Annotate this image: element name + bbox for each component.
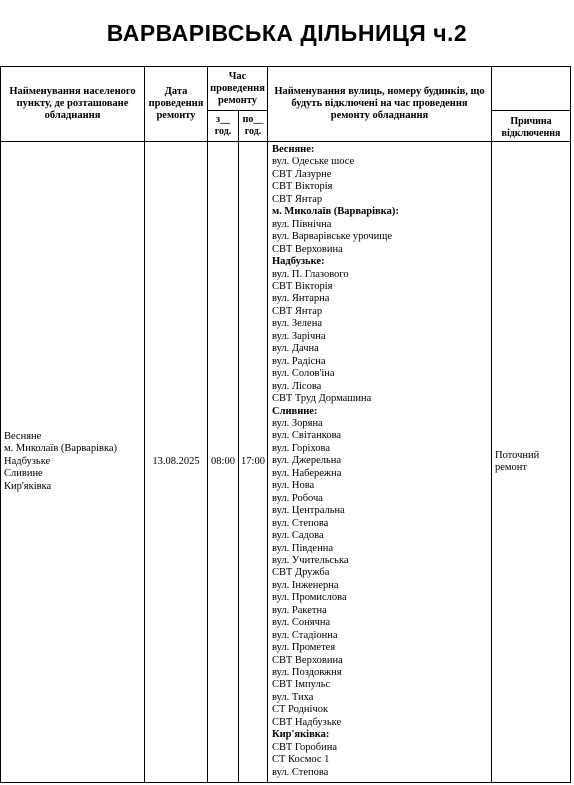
street-item: СВТ Янтар bbox=[272, 193, 323, 205]
street-group-heading: Надбузьке: bbox=[272, 256, 325, 268]
street-group-heading: м. Миколаїв (Варварівка): bbox=[272, 206, 399, 218]
street-item: вул. Набережна bbox=[272, 467, 342, 479]
header-date: Дата проведення ремонту bbox=[145, 67, 208, 142]
street-item: вул. Прометея bbox=[272, 642, 336, 654]
settlement-item: Кир'яківка bbox=[4, 480, 52, 492]
settlement-item: Весняне bbox=[4, 430, 42, 442]
street-item: вул. Радісна bbox=[272, 355, 326, 367]
street-item: вул. Промислова bbox=[272, 592, 347, 604]
street-item: вул. Солов'іна bbox=[272, 368, 335, 380]
street-item: вул. Інженерна bbox=[272, 579, 339, 591]
header-from: з__ год. bbox=[208, 111, 239, 142]
header-settlement: Найменування населеного пункту, де розташоване обладнання bbox=[1, 67, 145, 142]
street-item: вул. Південна bbox=[272, 542, 333, 554]
header-time: Час проведення ремонту bbox=[208, 67, 268, 111]
street-item: вул. Стадіонна bbox=[272, 629, 338, 641]
street-item: СВТ Вікторія bbox=[272, 181, 333, 193]
street-item: СТ Роднічок bbox=[272, 704, 329, 716]
street-item: вул. Джерельна bbox=[272, 455, 342, 467]
street-item: вул. Ракетна bbox=[272, 604, 327, 616]
street-item: вул. Горіхова bbox=[272, 442, 331, 454]
header-streets: Найменування вулиць, номеру будинків, що будуть відключені на час проведення ремонту обладнання bbox=[268, 67, 492, 142]
street-item: вул. Янтарна bbox=[272, 293, 330, 305]
street-item: вул. Лісова bbox=[272, 380, 322, 392]
street-item: вул. Робоча bbox=[272, 492, 323, 504]
settlement-item: Надбузьке bbox=[4, 455, 51, 467]
date-cell: 13.08.2025 bbox=[145, 142, 208, 783]
street-group-heading: Кир'яківка: bbox=[272, 729, 330, 741]
streets-cell bbox=[268, 142, 492, 783]
street-item: СВТ Верховина bbox=[272, 243, 343, 255]
street-item: вул. Зарічна bbox=[272, 330, 326, 342]
street-item: СВТ Імпульс bbox=[272, 679, 331, 691]
street-item: вул. Дачна bbox=[272, 343, 319, 355]
street-item: СВТ Лазурне bbox=[272, 168, 332, 180]
street-item: вул. Степова bbox=[272, 766, 329, 778]
street-item: вул. Північна bbox=[272, 218, 332, 230]
settlement-item: Сливине bbox=[4, 468, 43, 480]
street-item: СВТ Янтар bbox=[272, 305, 323, 317]
street-item: СВТ Вікторія bbox=[272, 280, 333, 292]
street-item: вул. Учительська bbox=[272, 554, 349, 566]
header-blank bbox=[492, 67, 571, 111]
street-item: СВТ Надбузьке bbox=[272, 716, 342, 728]
street-item: вул. Зоряна bbox=[272, 417, 323, 429]
from-cell: 08:00 bbox=[208, 142, 239, 783]
reason-cell: Поточний ремонт bbox=[492, 142, 571, 783]
street-item: вул. Степова bbox=[272, 517, 329, 529]
street-item: СВТ Дружба bbox=[272, 567, 330, 579]
to-cell: 17:00 bbox=[239, 142, 268, 783]
table-row bbox=[1, 142, 571, 783]
settlement-item: м. Миколаїв (Варварівка) bbox=[4, 443, 118, 455]
street-list bbox=[272, 144, 491, 779]
street-item: вул. Садова bbox=[272, 530, 324, 542]
header-reason: Причина відключення bbox=[492, 111, 571, 142]
street-item: вул. Варварівське урочище bbox=[272, 231, 393, 243]
page-title: ВАРВАРІВСЬКА ДІЛЬНИЦЯ ч.2 bbox=[106, 20, 468, 46]
street-item: СВТ Верховина bbox=[272, 654, 343, 666]
street-item: СТ Космос 1 bbox=[272, 754, 330, 766]
street-item: вул. Сонячна bbox=[272, 617, 331, 629]
street-group-heading: Весняне: bbox=[272, 144, 315, 155]
street-item: вул. Нова bbox=[272, 480, 315, 492]
settlement-list bbox=[4, 431, 144, 493]
street-item: вул. П. Глазового bbox=[272, 268, 349, 280]
outage-table bbox=[0, 66, 571, 783]
street-item: СВТ Горобина bbox=[272, 741, 338, 753]
street-item: вул. Зелена bbox=[272, 318, 322, 330]
street-item: вул. Поздовжня bbox=[272, 667, 342, 679]
street-item: СВТ Труд Дормашина bbox=[272, 393, 372, 405]
settlement-cell bbox=[1, 142, 145, 783]
street-group-heading: Сливине: bbox=[272, 405, 318, 417]
header-to: по__ год. bbox=[239, 111, 268, 142]
street-item: вул. Світанкова bbox=[272, 430, 342, 442]
street-item: вул. Одеське шосе bbox=[272, 156, 355, 168]
street-item: вул. Тиха bbox=[272, 691, 314, 703]
street-item: вул. Центральна bbox=[272, 505, 345, 517]
